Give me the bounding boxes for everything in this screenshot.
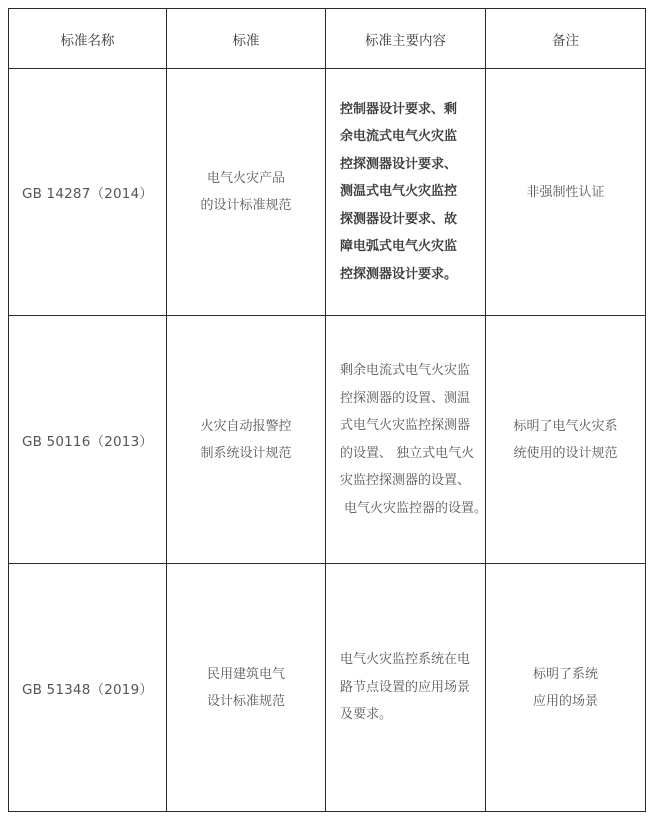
content-line: 电气火灾监控器的设置。: [344, 500, 488, 516]
header-standard: 标准: [167, 9, 326, 69]
content-line: 剩余电流式电气火灾监: [340, 363, 471, 378]
content-line: 障电弧式电气火灾监: [340, 239, 458, 255]
content-line: 及要求。: [340, 707, 393, 723]
remarks-line: 标明了电气火灾系: [513, 418, 618, 434]
main-content-cell: [326, 316, 486, 564]
table-row: [9, 69, 646, 316]
header-remarks: 备注: [486, 9, 646, 69]
content-line: 测温式电气火灾监控: [340, 184, 458, 200]
standard-name-cell: GB 51348（2019）: [9, 564, 167, 812]
remarks-cell: [486, 564, 646, 812]
remarks-cell: [486, 316, 646, 564]
content-line: 控制器设计要求、剩: [340, 101, 458, 117]
header-standard-name: 标准名称: [9, 9, 167, 69]
standard-line: 的设计标准规范: [200, 198, 292, 213]
content-line: 控探测器设计要求、: [340, 156, 458, 172]
table-row: [9, 564, 646, 812]
content-line: 控探测器设计要求。: [340, 266, 458, 282]
remarks-line: 标明了系统: [532, 666, 598, 682]
standard-line: 电气火灾产品: [206, 171, 285, 186]
standard-cell: [167, 564, 326, 812]
content-line: 电气火灾监控系统在电: [340, 652, 471, 668]
standard-line: 民用建筑电气: [206, 666, 285, 682]
remarks-cell: [486, 69, 646, 316]
remarks-line: 统使用的设计规范: [513, 445, 618, 461]
standard-cell: [167, 316, 326, 564]
standards-table-container: [8, 8, 645, 812]
main-content-cell: [326, 69, 486, 316]
table-header-row: [9, 9, 646, 69]
standard-name-cell: GB 50116（2013）: [9, 316, 167, 564]
standard-cell: [167, 69, 326, 316]
standard-name-cell: GB 14287（2014）: [9, 69, 167, 316]
content-line: 余电流式电气火灾监: [340, 129, 458, 145]
remarks-line: 应用的场景: [532, 693, 598, 709]
header-main-content: 标准主要内容: [326, 9, 486, 69]
content-line: 控探测器的设置、测温: [340, 390, 471, 406]
standard-line: 设计标准规范: [206, 693, 285, 709]
content-line: 灾监控探测器的设置、: [340, 473, 471, 488]
remarks-line: 非强制性认证: [526, 184, 605, 200]
content-line: 路节点设置的应用场景: [340, 679, 471, 695]
table-row: [9, 316, 646, 564]
standards-table: [8, 8, 646, 812]
standard-line: 火灾自动报警控: [200, 418, 292, 434]
content-line: 探测器设计要求、故: [340, 211, 458, 227]
content-line: 式电气火灾监控探测器: [340, 418, 471, 433]
content-line: 的设置、 独立式电气火: [340, 445, 475, 461]
main-content-cell: [326, 564, 486, 812]
standard-line: 制系统设计规范: [200, 445, 292, 461]
